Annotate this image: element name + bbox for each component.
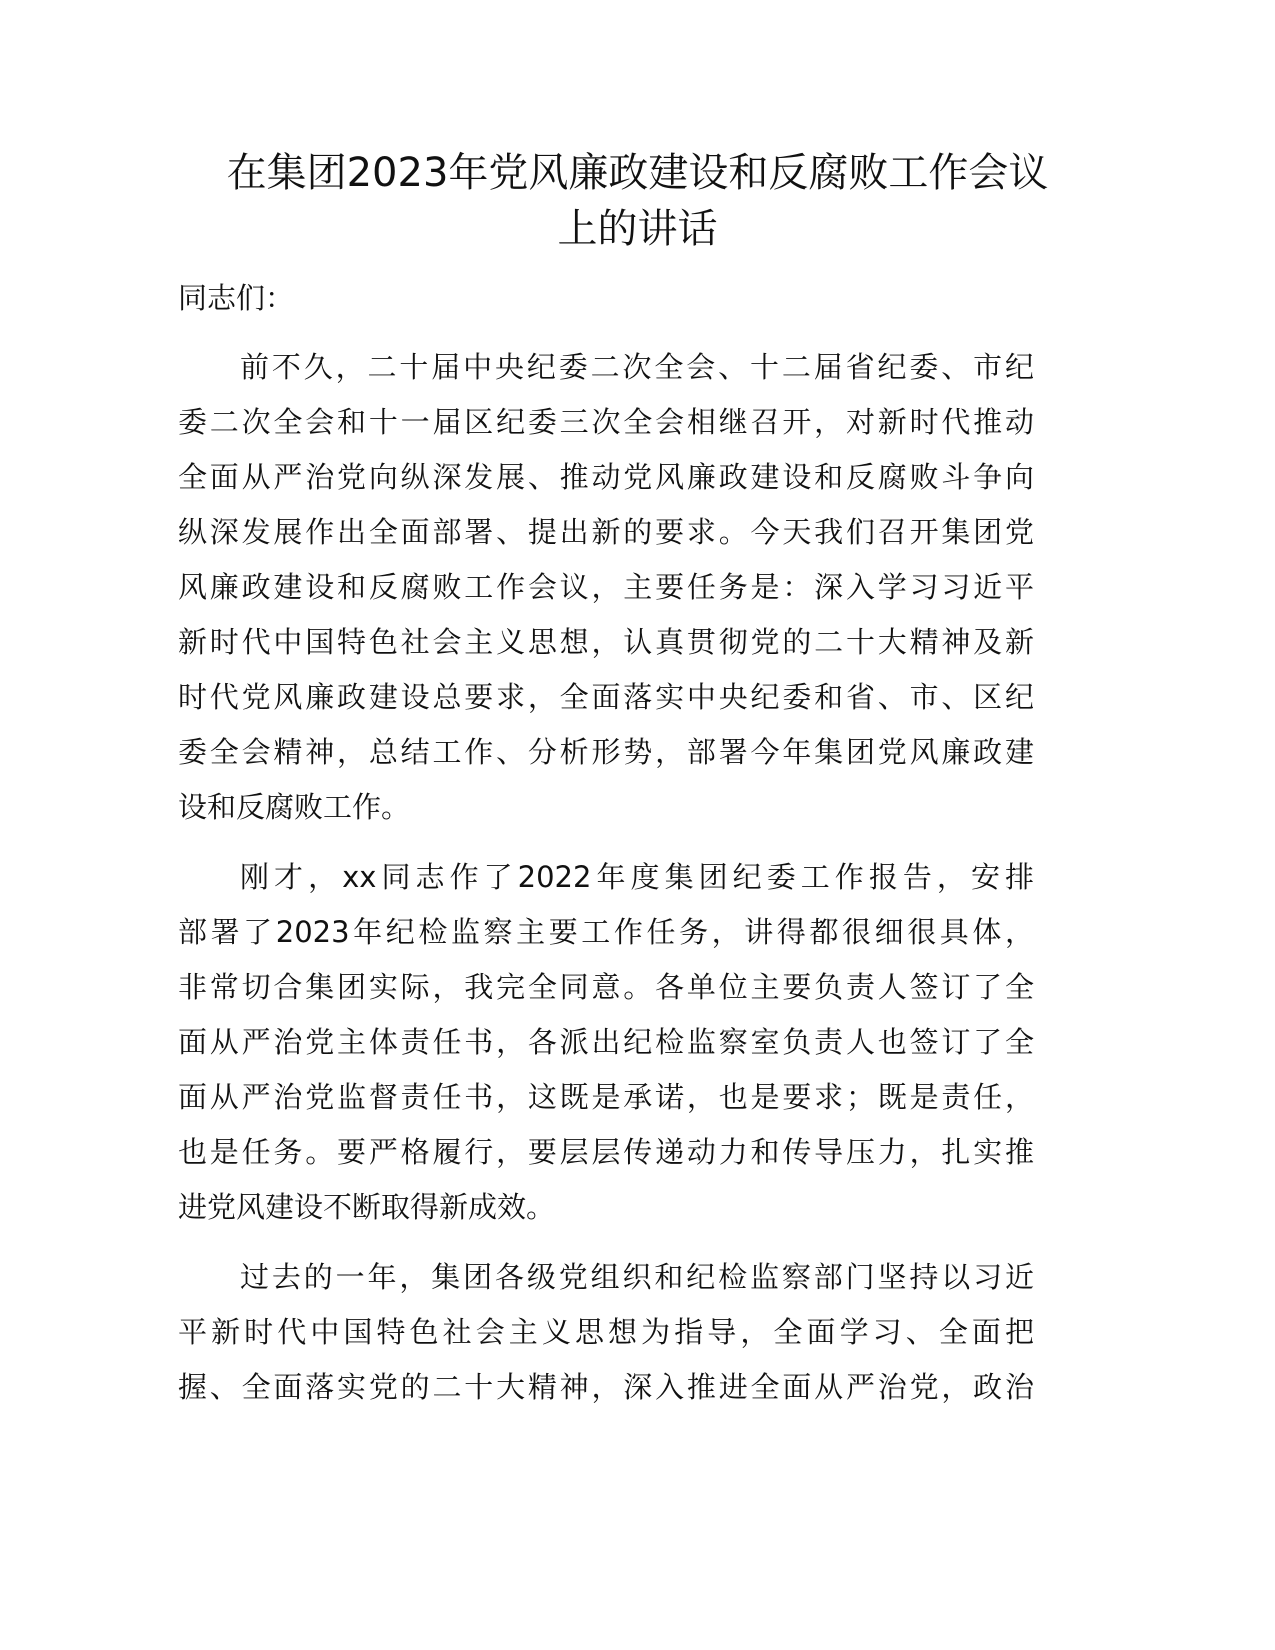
text-line: 过去的一年，集团各级党组织和纪检监察部门坚持以习近 bbox=[240, 1260, 1034, 1294]
paragraph bbox=[178, 850, 1034, 1235]
text-line: 全面从严治党向纵深发展、推动党风廉政建设和反腐败斗争向 bbox=[178, 460, 1034, 494]
text-line: 握、全面落实党的二十大精神，深入推进全面从严治党，政治 bbox=[178, 1370, 1034, 1404]
title-line-2: 上的讲话 bbox=[557, 206, 718, 252]
paragraph bbox=[178, 1250, 1034, 1415]
text-line: 面从严治党监督责任书，这既是承诺，也是要求；既是责任， bbox=[178, 1080, 1034, 1114]
text-line: 新时代中国特色社会主义思想，认真贯彻党的二十大精神及新 bbox=[178, 625, 1034, 659]
salutation: 同志们： bbox=[178, 281, 295, 315]
text-line: 面从严治党主体责任书，各派出纪检监察室负责人也签订了全 bbox=[178, 1025, 1034, 1059]
text-line: 时代党风廉政建设总要求，全面落实中央纪委和省、市、区纪 bbox=[178, 680, 1034, 714]
document-body bbox=[178, 270, 1034, 1430]
title-line-1: 在集团2023年党风廉政建设和反腐败工作会议 bbox=[226, 150, 1049, 196]
text-line: 纵深发展作出全面部署、提出新的要求。今天我们召开集团党 bbox=[178, 515, 1034, 549]
text-line: 委全会精神，总结工作、分析形势，部署今年集团党风廉政建 bbox=[178, 735, 1034, 769]
text-line: 风廉政建设和反腐败工作会议，主要任务是：深入学习习近平 bbox=[178, 570, 1034, 604]
text-line: 平新时代中国特色社会主义思想为指导，全面学习、全面把 bbox=[178, 1315, 1034, 1349]
paragraphs bbox=[178, 340, 1034, 1415]
text-line: 设和反腐败工作。 bbox=[178, 790, 411, 824]
text-line: 非常切合集团实际，我完全同意。各单位主要负责人签订了全 bbox=[178, 970, 1034, 1004]
text-line: 也是任务。要严格履行，要层层传递动力和传导压力，扎实推 bbox=[178, 1135, 1034, 1169]
text-line: 部署了2023年纪检监察主要工作任务，讲得都很细很具体， bbox=[178, 915, 1034, 949]
paragraph bbox=[178, 340, 1034, 835]
document-title bbox=[150, 145, 1125, 257]
text-line: 进党风建设不断取得新成效。 bbox=[178, 1190, 556, 1224]
text-line: 前不久，二十届中央纪委二次全会、十二届省纪委、市纪 bbox=[240, 350, 1034, 384]
text-line: 刚才，xx同志作了2022年度集团纪委工作报告，安排 bbox=[240, 860, 1034, 894]
text-line: 委二次全会和十一届区纪委三次全会相继召开，对新时代推动 bbox=[178, 405, 1034, 439]
